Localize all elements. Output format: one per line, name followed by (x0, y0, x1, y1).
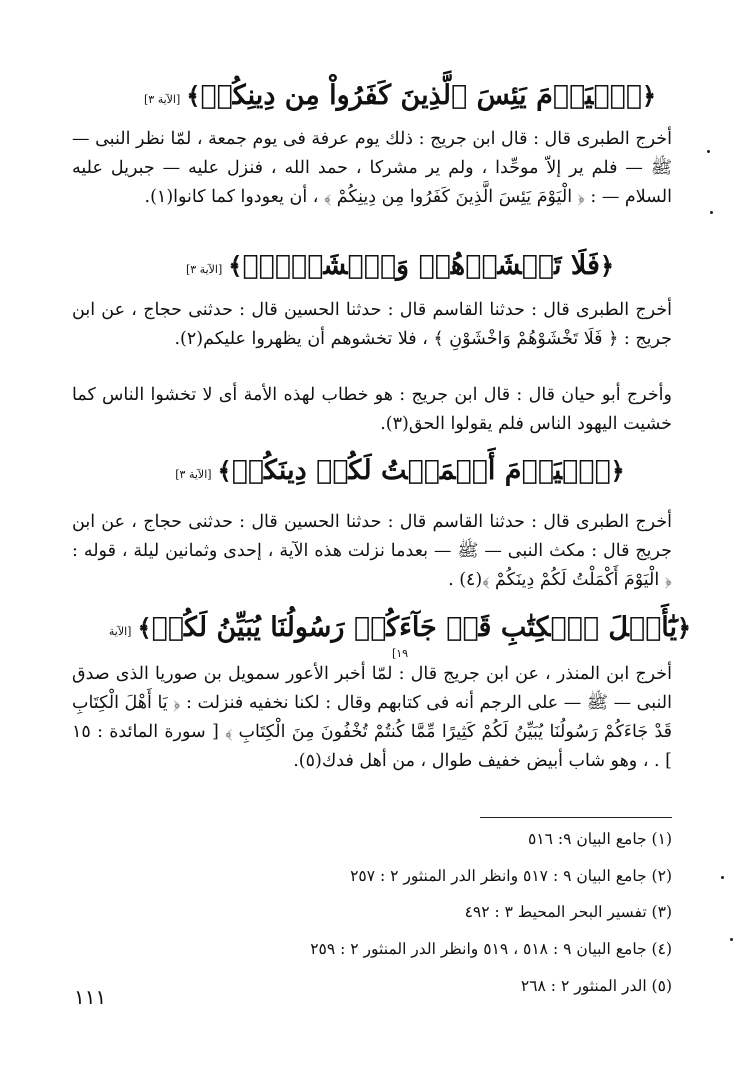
verse-ref: [الآية ٣] (143, 93, 181, 106)
footnote-3: (٣) تفسير البحر المحيط ٣ : ٤٩٢ (464, 903, 672, 921)
page-number: ١١١ (74, 985, 107, 1009)
verse-text: ٱلۡيَوۡمَ يَئِسَ ٱلَّذِينَ كَفَرُواْ مِن دِينِكُمۡ (200, 80, 642, 111)
footnote-2: (٢) جامع البيان ٩ : ٥١٧ وانظر الدر المنثور ٢ : ٢٥٧ (350, 867, 672, 885)
verse-text: فَلَا تَخۡشَوۡهُمۡ وَٱخۡشَوۡنِۚ (242, 250, 600, 281)
paragraph-5: أخرج ابن المنذر ، عن ابن جريج قال : لمّا أخبر الأعور سمويل بن صوريا الذى صدق النبى — ﷺ — على الرجم أنه فى كتابهم وقال : لكنا نخفيه فنزلت : ﴿ يَا أَهْلَ الْكِتَابِ قَدْ جَاءَكُمْ رَسُولُنَا يُبَيِّنُ لَكُمْ كَثِيرًا مِّمَّا كُنتُمْ تُخْفُونَ مِنَ الْكِتَابِ ﴾ [ سورة المائدة : ١٥ ] . ، وهو شاب أبيض خفيف طوال ، من أهل فدك(٥). (72, 664, 672, 771)
verse-ref: [الآية ١٩] (108, 625, 409, 660)
margin-mark (721, 876, 724, 879)
verse-text: يَٰٓأَهۡلَ ٱلۡكِتَٰبِ قَدۡ جَآءَكُمۡ رَسُولُنَا يُبَيِّنُ لَكُمۡ (151, 612, 678, 643)
verse-heading-4: ﴿يَٰٓأَهۡلَ ٱلۡكِتَٰبِ قَدۡ جَآءَكُمۡ رَسُولُنَا يُبَيِّنُ لَكُمۡ﴾[الآية ١٩] (108, 612, 692, 660)
verse-heading-3: ﴿ٱلۡيَوۡمَ أَكۡمَلۡتُ لَكُمۡ دِينَكُمۡ﴾[الآية ٣] (175, 455, 625, 486)
paragraph-3: وأخرج أبو حيان قال : قال ابن جريج : هو خطاب لهذه الأمة أى لا تخشوا الناس كما خشيت اليهود الناس فلم يقولوا الحق(٣). (72, 385, 672, 434)
paragraph-1: أخرج الطبرى قال : قال ابن جريج : ذلك يوم عرفة فى يوم جمعة ، لمّا نظر النبى — ﷺ — فلم ير إلاّ موحِّدا ، ولم ير مشركا ، حمد الله ، فنزل عليه — جبريل عليه السلام — : ﴿ الْيَوْمَ يَئِسَ الَّذِينَ كَفَرُوا مِن دِينِكُمْ ﴾ ، أن يعودوا كما كانوا(١). (72, 129, 672, 207)
verse-text: ٱلۡيَوۡمَ أَكۡمَلۡتُ لَكُمۡ دِينَكُمۡ (231, 455, 611, 486)
paragraph-4: أخرج الطبرى قال : حدثنا القاسم قال : حدثنا الحسين قال : حدثنى حجاج ، عن ابن جريج قال : مكث النبى — ﷺ — بعدما نزلت هذه الآية ، إحدى وثمانين ليلة ، قوله : ﴿ الْيَوْمَ أَكْمَلْتُ لَكُمْ دِينَكُمْ ﴾(٤) . (72, 512, 672, 590)
paragraph-2: أخرج الطبرى قال : حدثنا القاسم قال : حدثنا الحسين قال : حدثنى حجاج ، عن ابن جريج : ﴿ فَلَا تَخْشَوْهُمْ وَاخْشَوْنِ ﴾ ، فلا تخشوهم أن يظهروا عليكم(٢). (72, 300, 672, 349)
footnote-4: (٤) جامع البيان ٩ : ٥١٨ ، ٥١٩ وانظر الدر المنثور ٢ : ٢٥٩ (310, 940, 672, 958)
footnote-5: (٥) الدر المنثور ٢ : ٢٦٨ (520, 977, 672, 995)
verse-ref: [الآية ٣] (185, 263, 223, 276)
verse-heading-2: ﴿فَلَا تَخۡشَوۡهُمۡ وَٱخۡشَوۡنِۚ﴾[الآية ٣] (185, 250, 615, 281)
margin-mark (707, 150, 710, 153)
verse-ref: [الآية ٣] (175, 468, 212, 481)
footnotes (300, 820, 672, 995)
margin-mark (730, 938, 733, 941)
verse-heading-1: ﴿ٱلۡيَوۡمَ يَئِسَ ٱلَّذِينَ كَفَرُواْ مِن دِينِكُمۡ﴾[الآية ٣] (143, 80, 657, 111)
footnote-1: (١) جامع البيان ٩: ٥١٦ (527, 830, 672, 848)
footnote-divider (480, 817, 672, 818)
margin-mark (710, 211, 713, 214)
